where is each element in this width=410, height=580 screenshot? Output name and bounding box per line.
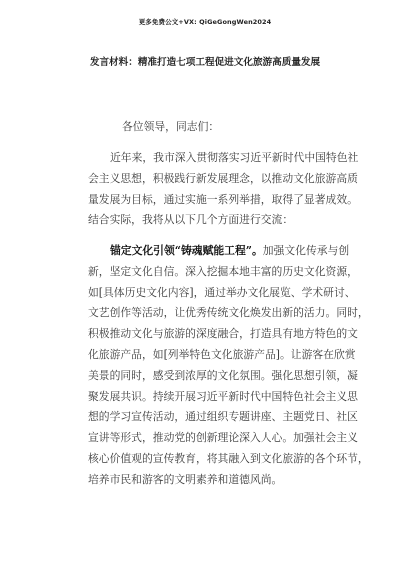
paragraph-line: 美景的同时，感受到浓厚的文化氛围。强化思想引领，凝 (88, 368, 358, 382)
paragraph-line: 化旅游产品，如[列举特色文化旅游产品]。让游客在欣赏 (88, 347, 356, 361)
paragraph-line: 宣讲等形式，推动党的创新理论深入人心。加强社会主义 (88, 431, 358, 445)
document-title: 发言材料：精准打造七项工程促进文化旅游高质量发展 (89, 57, 321, 68)
paragraph-line: 核心价值观的宣传教育，将其融入到文化旅游的各个环节， (88, 451, 369, 465)
paragraph-first-line (88, 241, 350, 262)
header-note: 更多免费公文+VX: QiGeGongWen2024 (138, 18, 272, 26)
paragraph-line: 新，坚定文化自信。深入挖掘本地丰富的历史文化资源， (88, 264, 358, 278)
paragraph-line: 文艺创作等活动，让优秀传统文化焕发出新的活力。同时， (88, 306, 369, 320)
paragraph-line: 聚发展共识。持续开展习近平新时代中国特色社会主义思 (88, 389, 358, 403)
paragraph-line: 结合实际，我将从以下几个方面进行交流： (88, 213, 294, 227)
paragraph-line: 量发展为目标，通过实施一系列举措，取得了显著成效。 (88, 192, 358, 206)
paragraph-line-rest: 加强文化传承与创 (262, 244, 350, 257)
salutation: 各位领导，同志们： (122, 120, 220, 133)
paragraph-line: 如[具体历史文化内容]，通过举办文化展览、学术研讨、 (88, 285, 356, 299)
paragraph-line: 近年来，我市深入贯彻落实习近平新时代中国特色社 (110, 151, 359, 164)
paragraph-line: 想的学习宣传活动，通过组织专题讲座、主题党日、社区 (88, 410, 358, 424)
paragraph-line: 培养市民和游客的文明素养和道德风尚。 (88, 472, 283, 486)
paragraph-line: 会主义思想，积极践行新发展理念，以推动文化旅游高质 (88, 171, 358, 185)
paragraph-line: 积极推动文化与旅游的深度融合，打造具有地方特色的文 (88, 327, 358, 341)
paragraph-intro (88, 148, 359, 231)
paragraph-culture (88, 241, 369, 491)
section-lead-heading: 锚定文化引领“铸魂赋能工程”。 (110, 244, 263, 257)
